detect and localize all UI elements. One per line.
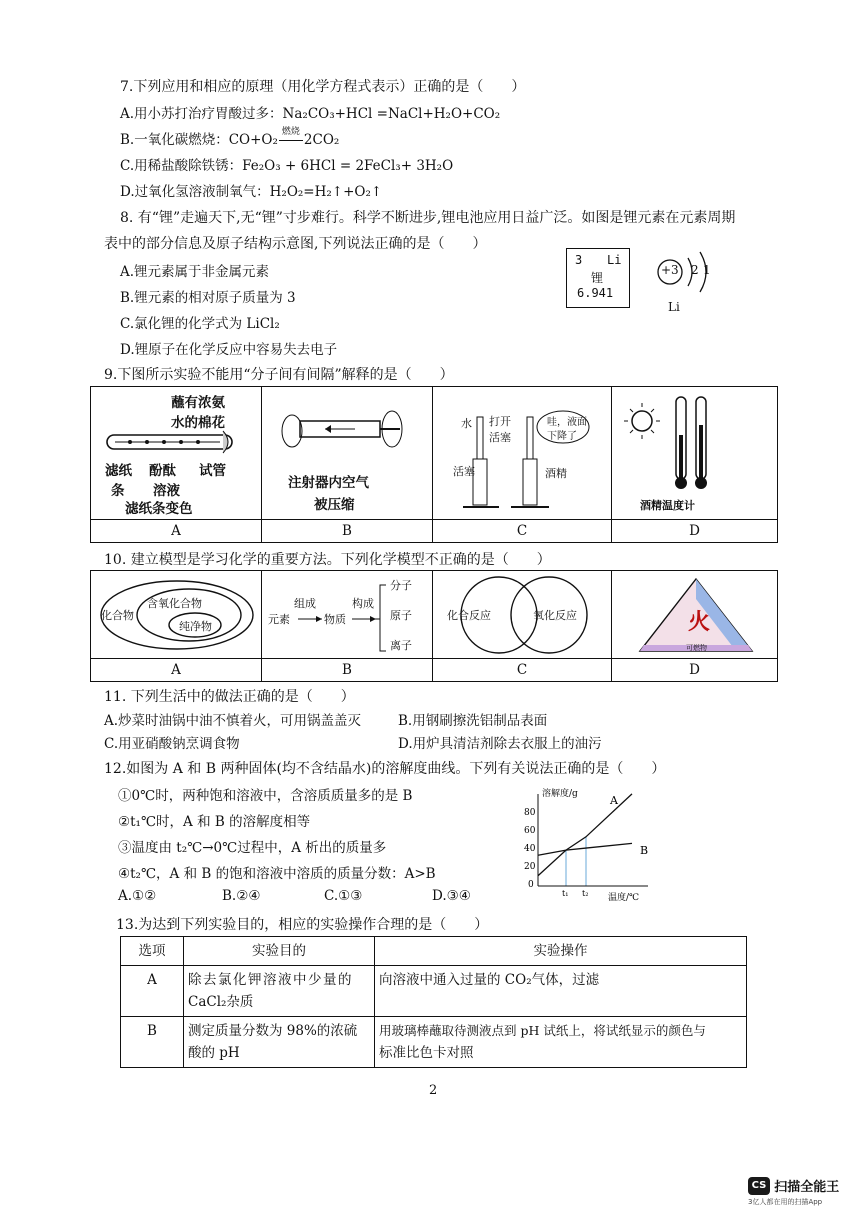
q11-option-a: A.炒菜时油锅中油不慎着火，可用锅盖盖灭 bbox=[104, 713, 362, 729]
fig-a-label-solution: 溶液 bbox=[153, 483, 180, 499]
q10-caption-c: C bbox=[433, 659, 612, 682]
fig10b-element: 元素 bbox=[268, 613, 290, 626]
syringe-drawing bbox=[280, 405, 410, 459]
chart-ytick-80: 80 bbox=[524, 808, 536, 818]
fig-d-caption: 酒精温度计 bbox=[640, 499, 695, 512]
q9-stem: 9.下图所示实验不能用“分子间有间隔”解释的是（ ） bbox=[104, 367, 454, 383]
atom-symbol-label: Li bbox=[668, 300, 680, 314]
q11-option-b: B.用钢刷擦洗铝制品表面 bbox=[398, 713, 548, 729]
chart-ytick-60: 60 bbox=[524, 826, 536, 836]
watermark-slogan: 3亿人都在用的扫描App bbox=[748, 1198, 823, 1206]
fig-c-label-open: 打开 bbox=[489, 415, 511, 428]
fig10b-matter: 物质 bbox=[324, 613, 346, 626]
chart-ytick-0: 0 bbox=[528, 880, 534, 890]
q13-row-a-operation bbox=[375, 966, 747, 1017]
chart-ytick-20: 20 bbox=[524, 862, 536, 872]
fig10d-fuel: 可燃物 bbox=[686, 644, 707, 652]
q8-stem-line2: 表中的部分信息及原子结构示意图,下列说法正确的是（ ） bbox=[104, 236, 487, 252]
fig-a-label-tube: 试管 bbox=[199, 463, 226, 479]
q11-option-d: D.用炉具清洁剂除去衣服上的油污 bbox=[398, 736, 602, 752]
fig10a-inner-label: 纯净物 bbox=[179, 620, 212, 633]
fig10b-molecule: 分子 bbox=[390, 579, 412, 592]
q13-table bbox=[120, 936, 747, 1068]
fig-a-label-cotton1: 蘸有浓氨 bbox=[171, 395, 225, 411]
scanner-watermark bbox=[748, 1176, 839, 1207]
q10-figure-a bbox=[91, 571, 262, 659]
q9-caption-b: B bbox=[262, 520, 433, 543]
chart-series-b-label: B bbox=[640, 844, 649, 857]
q7-stem: 7.下列应用和相应的原理（用化学方程式表示）正确的是（ ） bbox=[120, 79, 526, 95]
q10-figure-d bbox=[612, 571, 778, 659]
fig-a-label-cotton2: 水的棉花 bbox=[171, 415, 225, 431]
q7-option-b-condition: 燃烧 bbox=[281, 127, 300, 137]
tile-atomic-number: 3 bbox=[575, 253, 583, 267]
q10-stem: 10. 建立模型是学习化学的重要方法。下列化学模型不正确的是（ ） bbox=[104, 552, 551, 568]
q13-row-b-goal bbox=[184, 1017, 375, 1068]
tile-mass: 6.941 bbox=[577, 286, 614, 300]
q12-statement-3: ③温度由 t₂℃→0℃过程中，A 析出的质量多 bbox=[118, 840, 387, 856]
q13-row-b-op-line1: 用玻璃棒蘸取待测液点到 pH 试纸上，将试纸显示的颜色与 bbox=[379, 1023, 706, 1038]
q13-header-goal: 实验目的 bbox=[184, 937, 375, 966]
q9-caption-d: D bbox=[612, 520, 778, 543]
q11-option-c: C.用亚硝酸钠烹调食物 bbox=[104, 736, 240, 752]
fig-a-label-filter: 滤纸 bbox=[105, 463, 132, 479]
fig-c-bubble2: 下降了 bbox=[547, 431, 577, 442]
watermark-name: 扫描全能王 bbox=[774, 1180, 840, 1195]
q12-choice-b: B.②④ bbox=[222, 888, 261, 904]
q9-figure-table bbox=[90, 386, 778, 543]
q13-row-a-op-line1: 向溶液中通入过量的 CO₂气体，过滤 bbox=[379, 972, 600, 988]
q7-option-b bbox=[120, 128, 339, 148]
fig10b-ion: 离子 bbox=[390, 639, 412, 652]
q12-stem: 12.如图为 A 和 B 两种固体(均不含结晶水)的溶解度曲线。下列有关说法正确的是（ ） bbox=[104, 761, 666, 777]
q13-header-operation: 实验操作 bbox=[375, 937, 747, 966]
q9-caption-a: A bbox=[91, 520, 262, 543]
fig-c-bubble1: 哇，液面 bbox=[547, 417, 587, 428]
fig-c-label-stopcock2: 活塞 bbox=[453, 465, 475, 478]
q12-choice-c: C.①③ bbox=[324, 888, 363, 904]
q9-caption-c: C bbox=[433, 520, 612, 543]
fig10b-compose: 组成 bbox=[294, 597, 316, 610]
fig-c-label-alcohol: 酒精 bbox=[545, 467, 567, 480]
q7-option-c: C.用稀盐酸除铁锈：Fe₂O₃ + 6HCl = 2FeCl₃+ 3H₂O bbox=[120, 158, 454, 174]
fig-b-caption1: 注射器内空气 bbox=[288, 475, 369, 491]
chart-ylabel: 溶解度/g bbox=[542, 789, 578, 799]
atom-nucleus-label: +3 bbox=[661, 263, 679, 277]
lithium-element-tile bbox=[566, 248, 630, 308]
q9-figure-c bbox=[433, 387, 612, 520]
atom-shell1-count: 2 bbox=[691, 263, 699, 277]
q13-row-b-op-line2: 标准比色卡对照 bbox=[379, 1045, 474, 1061]
q7-option-a: A.用小苏打治疗胃酸过多：Na₂CO₃+HCl =NaCl+H₂O+CO₂ bbox=[120, 106, 501, 122]
fig-a-label-phenol: 酚酞 bbox=[149, 463, 176, 479]
fig10b-construct: 构成 bbox=[352, 597, 374, 610]
q13-header-option: 选项 bbox=[121, 937, 184, 966]
q9-figure-d bbox=[612, 387, 778, 520]
tile-name: 锂 bbox=[591, 271, 604, 285]
table-row bbox=[121, 1017, 747, 1068]
fig-a-label-result: 滤纸条变色 bbox=[125, 501, 193, 517]
chart-xtick-t2: t₂ bbox=[582, 889, 589, 898]
q11-stem: 11. 下列生活中的做法正确的是（ ） bbox=[104, 689, 355, 705]
fig10b-atom: 原子 bbox=[390, 609, 412, 622]
q8-option-a: A.锂元素属于非金属元素 bbox=[120, 264, 270, 280]
chart-xtick-t1: t₁ bbox=[562, 889, 569, 898]
q7-option-b-pre: B.一氧化碳燃烧：CO+O₂ bbox=[120, 132, 278, 148]
q8-option-c: C.氯化锂的化学式为 LiCl₂ bbox=[120, 316, 280, 332]
q10-caption-d: D bbox=[612, 659, 778, 682]
q13-row-a-option: A bbox=[121, 966, 184, 1017]
tile-symbol: Li bbox=[607, 253, 622, 267]
q13-row-a-goal-line2: CaCl₂杂质 bbox=[188, 994, 254, 1010]
chart-ytick-40: 40 bbox=[524, 844, 536, 854]
fig-c-label-stopcock: 活塞 bbox=[489, 431, 511, 444]
q10-figure-c bbox=[433, 571, 612, 659]
q12-choice-d: D.③④ bbox=[432, 888, 471, 904]
chart-series-B-line bbox=[538, 843, 632, 855]
q10-figure-table bbox=[90, 570, 778, 682]
atom-shell2-count: 1 bbox=[703, 263, 711, 277]
q7-option-b-post: 2CO₂ bbox=[303, 132, 340, 148]
q13-row-a-goal bbox=[184, 966, 375, 1017]
q12-statement-2: ②t₁℃时，A 和 B 的溶解度相等 bbox=[118, 814, 311, 830]
q8-option-d: D.锂原子在化学反应中容易失去电子 bbox=[120, 342, 338, 358]
q13-row-b-operation bbox=[375, 1017, 747, 1068]
fig10a-outer-label: 化合物 bbox=[101, 609, 134, 622]
q12-statement-4: ④t₂℃，A 和 B 的饱和溶液中溶质的质量分数：A>B bbox=[118, 866, 436, 882]
fig10c-left: 化合反应 bbox=[447, 609, 491, 622]
q8-option-b: B.锂元素的相对原子质量为 3 bbox=[120, 290, 296, 306]
fig-a-label-strip: 条 bbox=[111, 483, 125, 499]
q8-stem-line1: 8. 有“锂”走遍天下,无“锂”寸步难行。科学不断进步,锂电池应用日益广泛。如图是锂元素在元素周期 bbox=[120, 210, 736, 226]
q10-caption-a: A bbox=[91, 659, 262, 682]
q13-row-b-option: B bbox=[121, 1017, 184, 1068]
test-tube-drawing bbox=[105, 427, 245, 457]
q13-row-b-goal-line2: 酸的 pH bbox=[188, 1045, 240, 1061]
q12-statement-1: ①0℃时，两种饱和溶液中，含溶质质量多的是 B bbox=[118, 788, 413, 804]
fig-c-label-water: 水 bbox=[461, 417, 472, 430]
q7-option-d: D.过氧化氢溶液制氧气：H₂O₂=H₂↑+O₂↑ bbox=[120, 184, 383, 200]
q10-caption-b: B bbox=[262, 659, 433, 682]
fig-b-caption2: 被压缩 bbox=[314, 497, 355, 513]
q13-stem: 13.为达到下列实验目的，相应的实验操作合理的是（ ） bbox=[116, 917, 489, 933]
q13-row-a-goal-line1: 除去氯化钾溶液中少量的 bbox=[188, 972, 353, 988]
cs-logo-icon: CS bbox=[748, 1177, 770, 1195]
q9-figure-a bbox=[91, 387, 262, 520]
chart-xlabel: 温度/℃ bbox=[608, 893, 640, 903]
q13-row-b-goal-line1: 测定质量分数为 98%的浓硫 bbox=[188, 1023, 358, 1039]
q12-choice-a: A.①② bbox=[118, 888, 157, 904]
solubility-curve-chart bbox=[520, 786, 660, 904]
q10-figure-b bbox=[262, 571, 433, 659]
fig10a-middle-label: 含氧化合物 bbox=[147, 597, 202, 610]
q9-figure-b bbox=[262, 387, 433, 520]
page-number: 2 bbox=[429, 1083, 438, 1098]
chart-series-a-label: A bbox=[610, 794, 618, 807]
fig10d-fire: 火 bbox=[688, 609, 711, 635]
table-row bbox=[121, 966, 747, 1017]
fig10c-right: 氧化反应 bbox=[533, 609, 577, 622]
sun-thermometer-drawing bbox=[622, 395, 772, 495]
